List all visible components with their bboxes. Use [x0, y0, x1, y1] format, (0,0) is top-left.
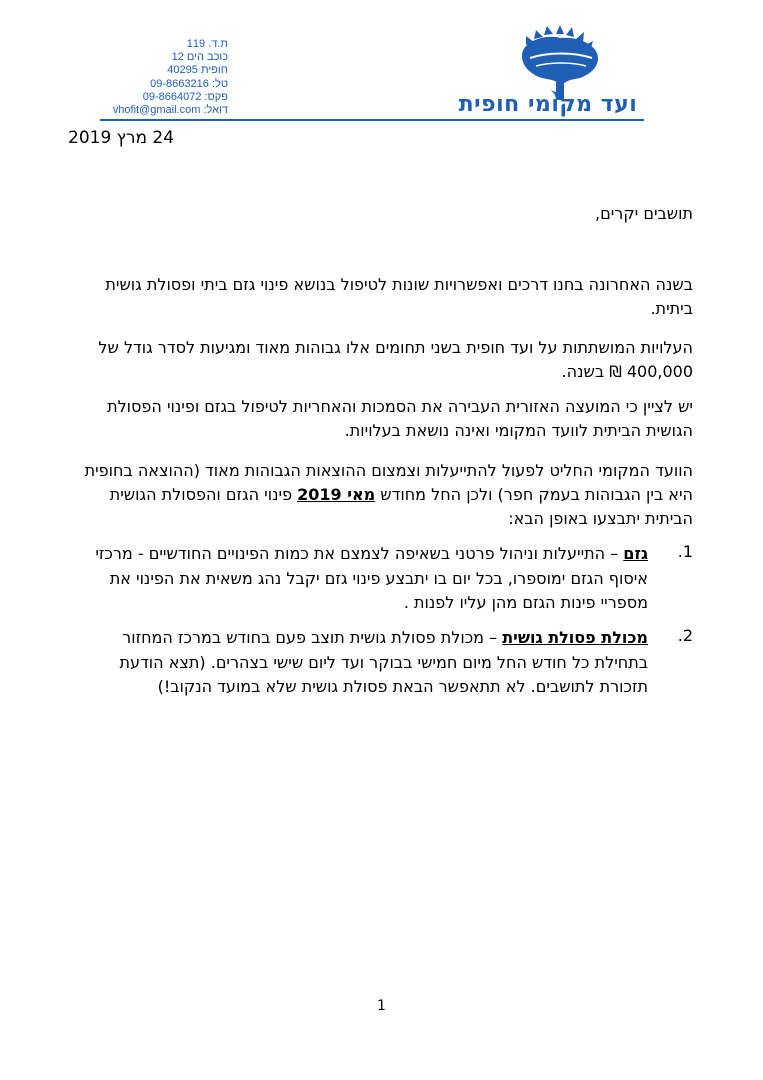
item-text: – התייעלות וניהול פרטני בשאיפה לצמצם את כמות הפינויים החודשיים - מרכזי איסוף הגזם ימוספרו, בכל יום בו יתבצע פינוי גזם יקבל נהג משאית את הפינוי את מספריי פינות הגזם מהן עליו לפנות . — [95, 544, 648, 612]
po-box: ת.ד. 119 — [186, 38, 228, 50]
item-term: מכולת פסולת גושית — [502, 628, 648, 647]
list-number: 2. — [677, 626, 693, 645]
street-address: כוכב הים 12 — [171, 51, 228, 64]
flower-logo-icon — [452, 22, 644, 102]
greeting: תושבים יקרים, — [595, 204, 693, 223]
list-number: 1. — [677, 542, 693, 561]
letterhead-divider — [100, 119, 644, 121]
paragraph-background: בשנה האחרונה בחנו דרכים ואפשרויות שונות לטיפול בנושא פינוי גזם ביתי ופסולת גושית ביתית. — [105, 275, 693, 318]
decision-text-end: פינוי הגזם והפסולת הגושית הביתית יתבצעו באופן הבא: — [109, 485, 693, 528]
paragraph-authority: יש לציין כי המועצה האזורית העבירה את הסמכות והאחריות לטיפול בגזם ופינוי הפסולת הגושית הביתית לוועד המקומי ואינה נושאת בעלויות. — [107, 397, 693, 440]
list-item-bulk-waste — [68, 626, 648, 700]
letter-date: 24 מרץ 2019 — [68, 128, 175, 148]
page-number: 1 — [377, 998, 386, 1014]
city-zip: חופית 40295 — [167, 64, 228, 77]
paragraph-decision — [70, 459, 693, 531]
start-date-highlight: מאי 2019 — [297, 485, 376, 504]
item-text: – מכולת פסולת גושית תוצב פעם בחודש במרכז המחזור בתחילת כל חודש החל מיום חמישי בבוקר ועד ליום שישי בצהרים. (תצא הודעת תזכורת לתושבים. לא תתאפשר הבאת פסולת גושית שלא במועד הנקוב!) — [119, 628, 648, 696]
fax: פקס: 09-8664072 — [142, 90, 228, 103]
decision-text-start: הוועד המקומי החליט לפעול להתייעלות וצמצום ההוצאות הגבוהות מאוד (ההוצאה בחופית היא בין הגבוהות בעמק חפר) ולכן החל מחודש — [84, 461, 693, 504]
phone: טל: 09-8663216 — [150, 77, 228, 90]
contact-details — [108, 38, 228, 117]
organization-name: ועד מקומי חופית — [458, 92, 638, 117]
paragraph-costs: העלויות המושתתות על ועד חופית בשני תחומים אלו גבוהות מאוד ומגיעות לסדר גודל של 400,000 ₪ בשנה. — [98, 338, 693, 381]
item-term: גזם — [623, 544, 648, 563]
list-item-pruning — [68, 542, 648, 616]
email: דואל: vhofit@gmail.com — [112, 104, 228, 117]
